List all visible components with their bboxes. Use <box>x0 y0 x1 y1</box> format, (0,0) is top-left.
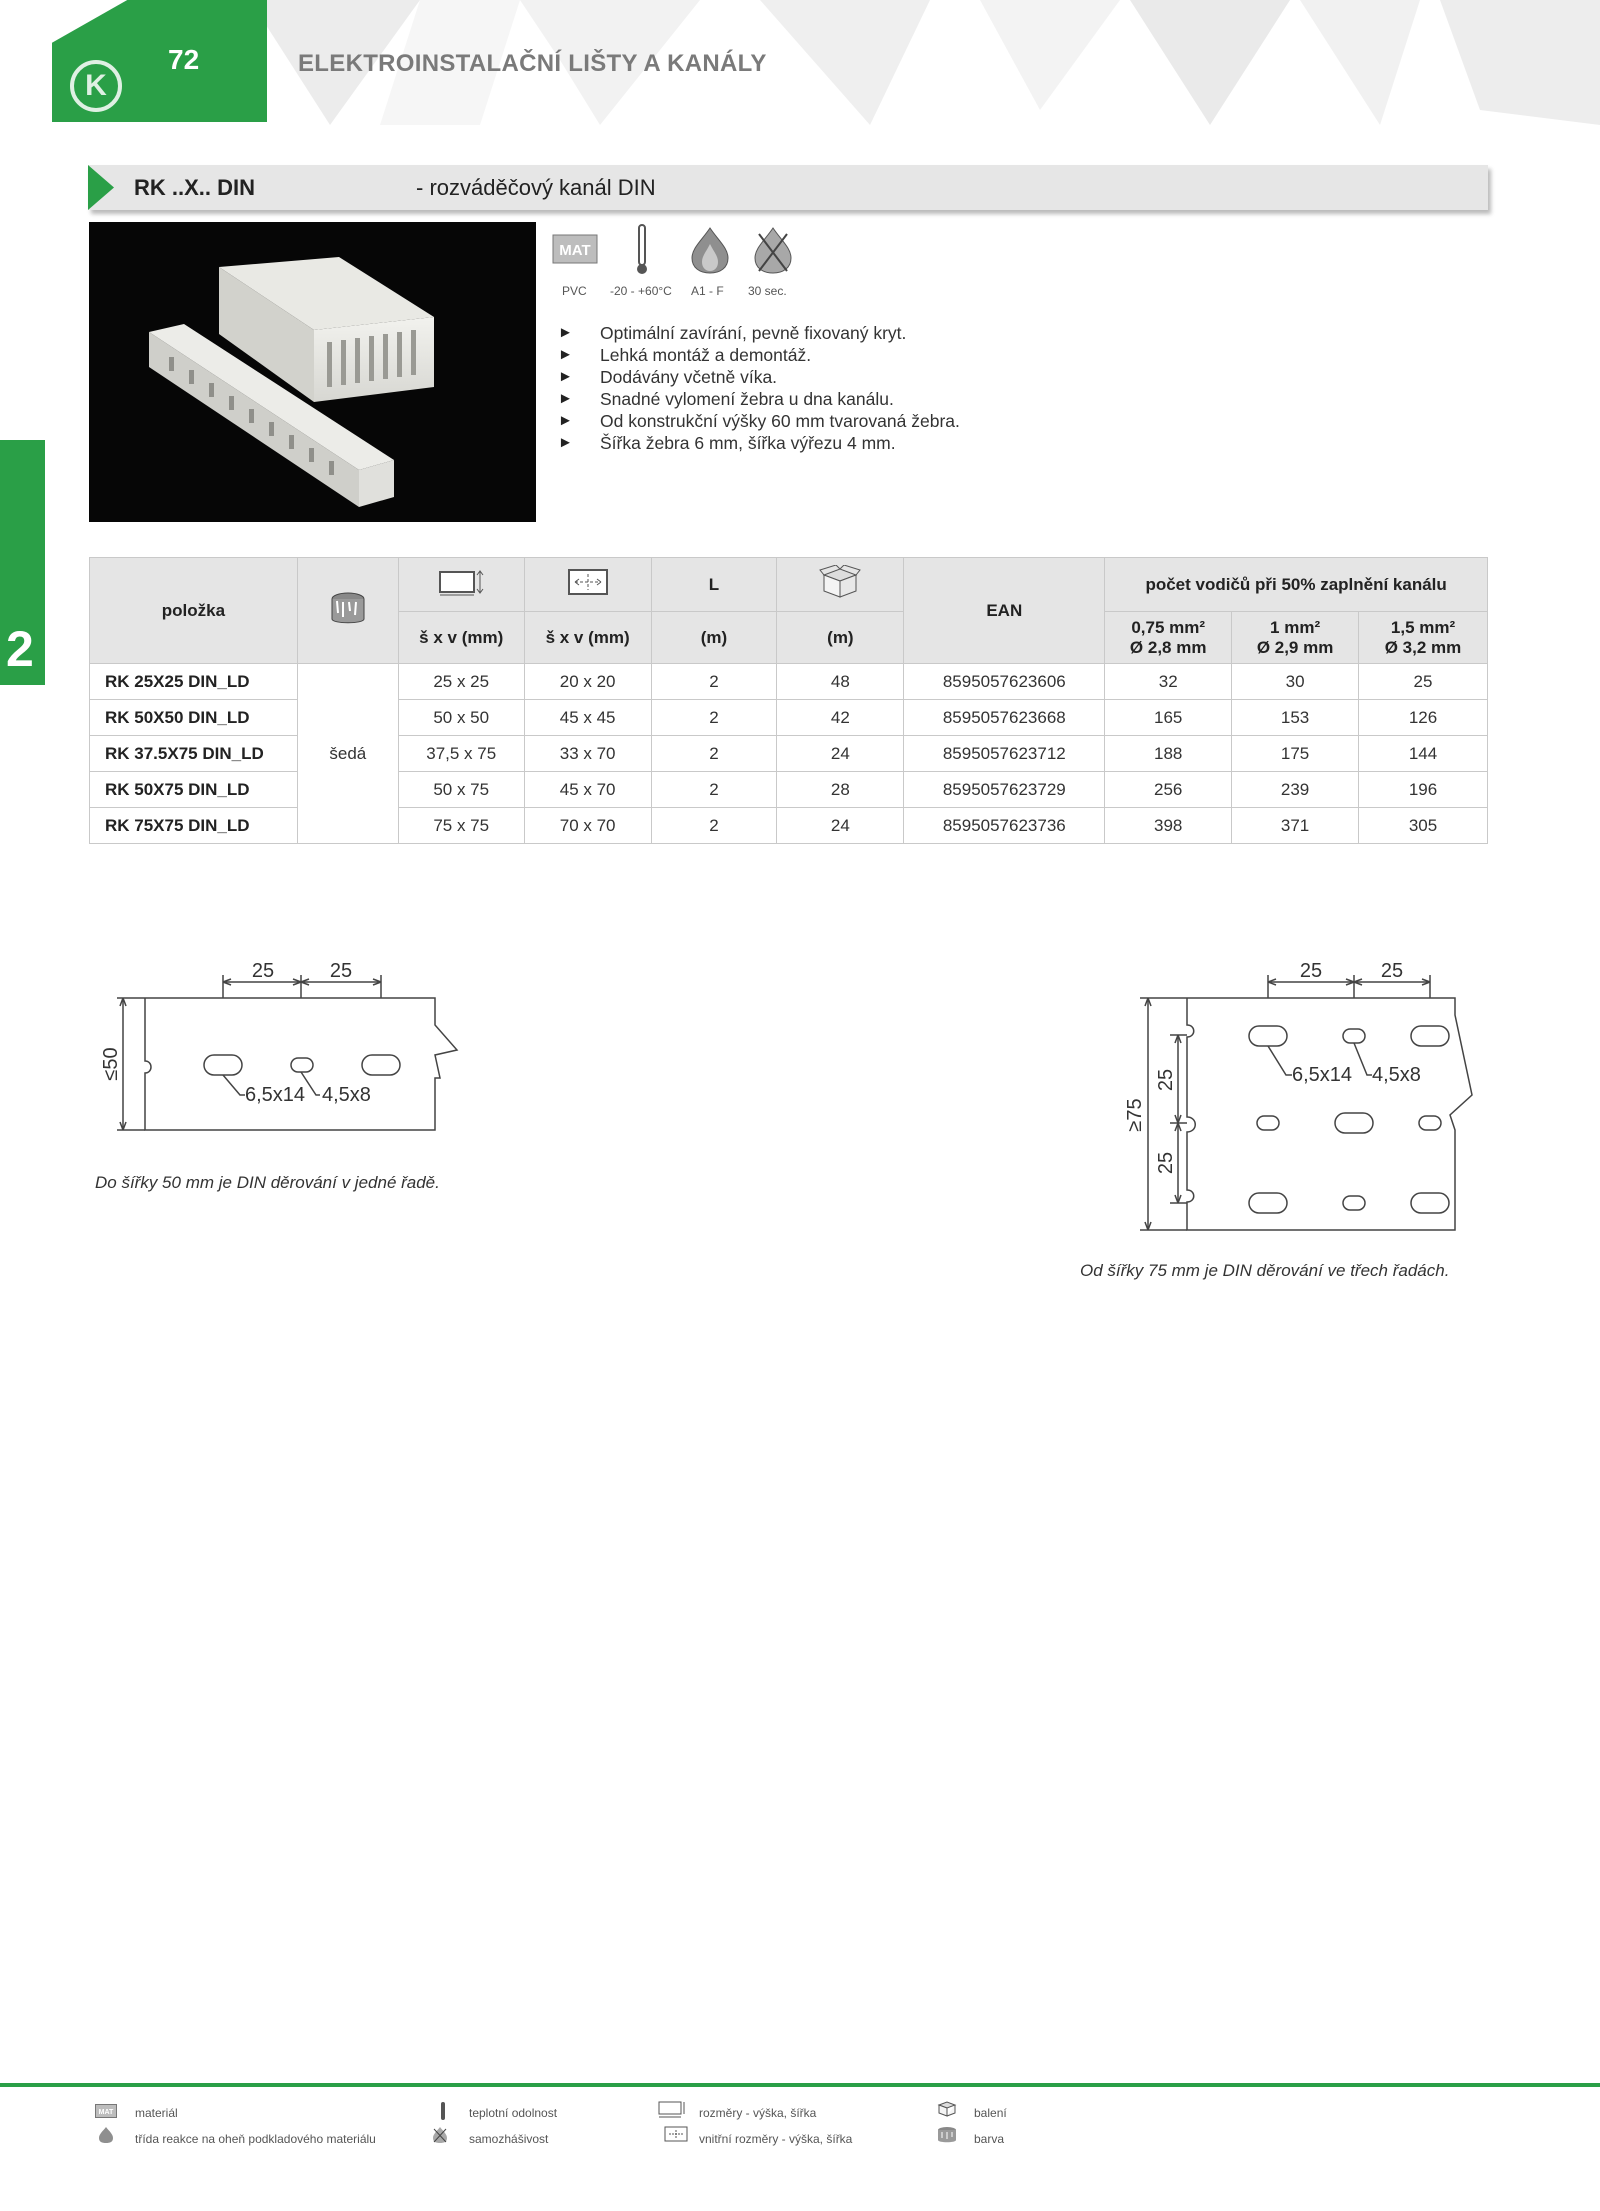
self-ext-label: 30 sec. <box>748 284 787 298</box>
legend-temperature: teplotní odolnost <box>469 2106 558 2120</box>
ean: 8595057623736 <box>904 808 1105 844</box>
legend-fire-class: třída reakce na oheň podkladového materiálu <box>135 2132 376 2146</box>
drawing-1-note: Do šířky 50 mm je DIN děrování v jedné řadě. <box>95 1173 440 1192</box>
length: 2 <box>651 736 777 772</box>
inner-dim: 45 x 45 <box>524 700 651 736</box>
svg-text:MAT: MAT <box>559 242 591 259</box>
feature-list <box>558 322 960 454</box>
material-label: PVC <box>562 284 587 298</box>
color-header <box>297 558 398 664</box>
conductor-col-3: 1,5 mm² Ø 3,2 mm <box>1359 612 1488 664</box>
fire-class-label: A1 - F <box>691 284 724 298</box>
pack: 24 <box>777 736 904 772</box>
c1: 256 <box>1105 772 1232 808</box>
color-value: šedá <box>297 664 398 844</box>
item-name: RK 50X75 DIN_LD <box>90 772 298 808</box>
v2-label: 25 <box>1155 1151 1177 1175</box>
outer-dim: 50 x 50 <box>398 700 524 736</box>
slot-small-label: 4,5x8 <box>322 1084 371 1106</box>
material-icon <box>95 2104 117 2123</box>
dim-a-label: 25 <box>1299 960 1323 982</box>
c3: 144 <box>1359 736 1488 772</box>
dim-b-label: 25 <box>329 960 353 982</box>
outer-dim: 25 x 25 <box>398 664 524 700</box>
bullet-icon: ► <box>558 368 573 385</box>
brand-logo: K <box>70 60 122 112</box>
height-label: ≥75 <box>1124 1098 1146 1132</box>
dimensions-icon <box>437 567 485 597</box>
length: 2 <box>651 772 777 808</box>
outer-dim: 37,5 x 75 <box>398 736 524 772</box>
flame-class-icon <box>688 226 732 279</box>
c2: 371 <box>1232 808 1359 844</box>
bullet-icon: ► <box>558 346 573 363</box>
legend-dimensions: rozměry - výška, šířka <box>699 2106 817 2120</box>
legend-color: barva <box>974 2132 1005 2146</box>
packing-icon <box>936 2100 958 2123</box>
v1-label: 25 <box>1155 1068 1177 1092</box>
self-extinguishing-icon <box>432 2126 448 2149</box>
dim-b-label: 25 <box>1380 960 1404 982</box>
drawing-1-svg <box>95 945 475 1135</box>
color-icon <box>329 591 367 625</box>
item-name: RK 50X50 DIN_LD <box>90 700 298 736</box>
item-name: RK 75X75 DIN_LD <box>90 808 298 844</box>
pack: 42 <box>777 700 904 736</box>
product-description: - rozváděčový kanál DIN <box>416 175 656 200</box>
bullet-icon: ► <box>558 324 573 341</box>
pack: 48 <box>777 664 904 700</box>
thermometer-icon <box>440 2102 446 2125</box>
inner-dim: 70 x 70 <box>524 808 651 844</box>
packing-header <box>777 558 904 612</box>
c1: 32 <box>1105 664 1232 700</box>
c3: 25 <box>1359 664 1488 700</box>
bullet-icon: ► <box>558 390 573 407</box>
dimensions-icon <box>658 2100 686 2123</box>
ean: 8595057623729 <box>904 772 1105 808</box>
c2: 153 <box>1232 700 1359 736</box>
legend-packing: balení <box>974 2106 1007 2120</box>
bullet-icon: ► <box>558 412 573 429</box>
legend-material: materiál <box>135 2106 178 2120</box>
c1: 188 <box>1105 736 1232 772</box>
page-title: ELEKTROINSTALAČNÍ LIŠTY A KANÁLY <box>298 50 767 77</box>
cable-duct-illustration <box>89 222 536 522</box>
pack: 28 <box>777 772 904 808</box>
outer-dim: 75 x 75 <box>398 808 524 844</box>
conductor-col-2: 1 mm² Ø 2,9 mm <box>1232 612 1359 664</box>
table-row <box>90 664 1488 700</box>
pack-unit: (m) <box>777 612 904 664</box>
svg-text:MAT: MAT <box>98 2109 114 2116</box>
dimension-header <box>398 558 524 612</box>
conductor-col-1: 0,75 mm² Ø 2,8 mm <box>1105 612 1232 664</box>
item-name: RK 25X25 DIN_LD <box>90 664 298 700</box>
ean: 8595057623712 <box>904 736 1105 772</box>
product-code: RK ..X.. DIN <box>134 175 256 200</box>
page-number: 72 <box>168 44 200 75</box>
section-number: 2 <box>6 621 34 677</box>
length: 2 <box>651 808 777 844</box>
pack: 24 <box>777 808 904 844</box>
inner-dimension-header <box>524 558 651 612</box>
din-drawing-three-rows <box>1110 945 1490 1240</box>
inner-dimensions-icon <box>664 2126 688 2147</box>
ean: 8595057623606 <box>904 664 1105 700</box>
bullet-icon: ► <box>558 434 573 451</box>
inner-dim: 45 x 70 <box>524 772 651 808</box>
slot-big-label: 6,5x14 <box>1292 1064 1353 1086</box>
conductors-header: počet vodičů při 50% zaplnění kanálu <box>1105 558 1488 612</box>
inner-dim-unit: š x v (mm) <box>524 612 651 664</box>
length-unit: (m) <box>651 612 777 664</box>
header-item: položka <box>90 558 298 664</box>
c2: 175 <box>1232 736 1359 772</box>
c3: 305 <box>1359 808 1488 844</box>
inner-dim: 33 x 70 <box>524 736 651 772</box>
slot-big-label: 6,5x14 <box>245 1084 306 1106</box>
feature-item: ► Dodávány včetně víka. <box>558 367 778 387</box>
feature-item: ► Snadné vylomení žebra u dna kanálu. <box>558 389 894 409</box>
legend-self-ext: samozhášivost <box>469 2132 549 2146</box>
feature-item: ► Od konstrukční výšky 60 mm tvarovaná žebra. <box>558 411 960 431</box>
outer-dim-unit: š x v (mm) <box>398 612 524 664</box>
product-photo <box>89 222 536 522</box>
feature-item: ► Optimální zavírání, pevně fixovaný kryt. <box>558 323 907 343</box>
item-name: RK 37.5X75 DIN_LD <box>90 736 298 772</box>
spec-table <box>89 557 1488 844</box>
material-icon <box>552 234 598 269</box>
c3: 196 <box>1359 772 1488 808</box>
height-label: ≤50 <box>100 1047 122 1081</box>
flame-class-icon <box>98 2126 114 2149</box>
c3: 126 <box>1359 700 1488 736</box>
temperature-label: -20 - +60°C <box>610 284 672 298</box>
din-drawing-single-row <box>95 945 475 1140</box>
inner-dimensions-icon <box>567 567 609 597</box>
ean: 8595057623668 <box>904 700 1105 736</box>
feature-item: ► Lehká montáž a demontáž. <box>558 345 812 365</box>
color-icon <box>936 2126 958 2149</box>
thermometer-icon <box>635 224 649 281</box>
drawing-2-note: Od šířky 75 mm je DIN děrování ve třech řadách. <box>1080 1261 1450 1280</box>
feature-item: ► Šířka žebra 6 mm, šířka výřezu 4 mm. <box>558 433 896 453</box>
length: 2 <box>651 700 777 736</box>
product-title-bar <box>88 165 1488 210</box>
inner-dim: 20 x 20 <box>524 664 651 700</box>
drawing-2-svg <box>1110 945 1490 1235</box>
footer-divider <box>0 2083 1600 2087</box>
ean-header: EAN <box>904 558 1105 664</box>
c1: 398 <box>1105 808 1232 844</box>
slot-small-label: 4,5x8 <box>1372 1064 1421 1086</box>
legend-inner-dimensions: vnitřní rozměry - výška, šířka <box>699 2132 853 2146</box>
c2: 30 <box>1232 664 1359 700</box>
packing-icon <box>818 565 862 599</box>
length-header: L <box>651 558 777 612</box>
self-extinguishing-icon <box>751 226 795 279</box>
dim-a-label: 25 <box>251 960 275 982</box>
outer-dim: 50 x 75 <box>398 772 524 808</box>
c2: 239 <box>1232 772 1359 808</box>
length: 2 <box>651 664 777 700</box>
c1: 165 <box>1105 700 1232 736</box>
